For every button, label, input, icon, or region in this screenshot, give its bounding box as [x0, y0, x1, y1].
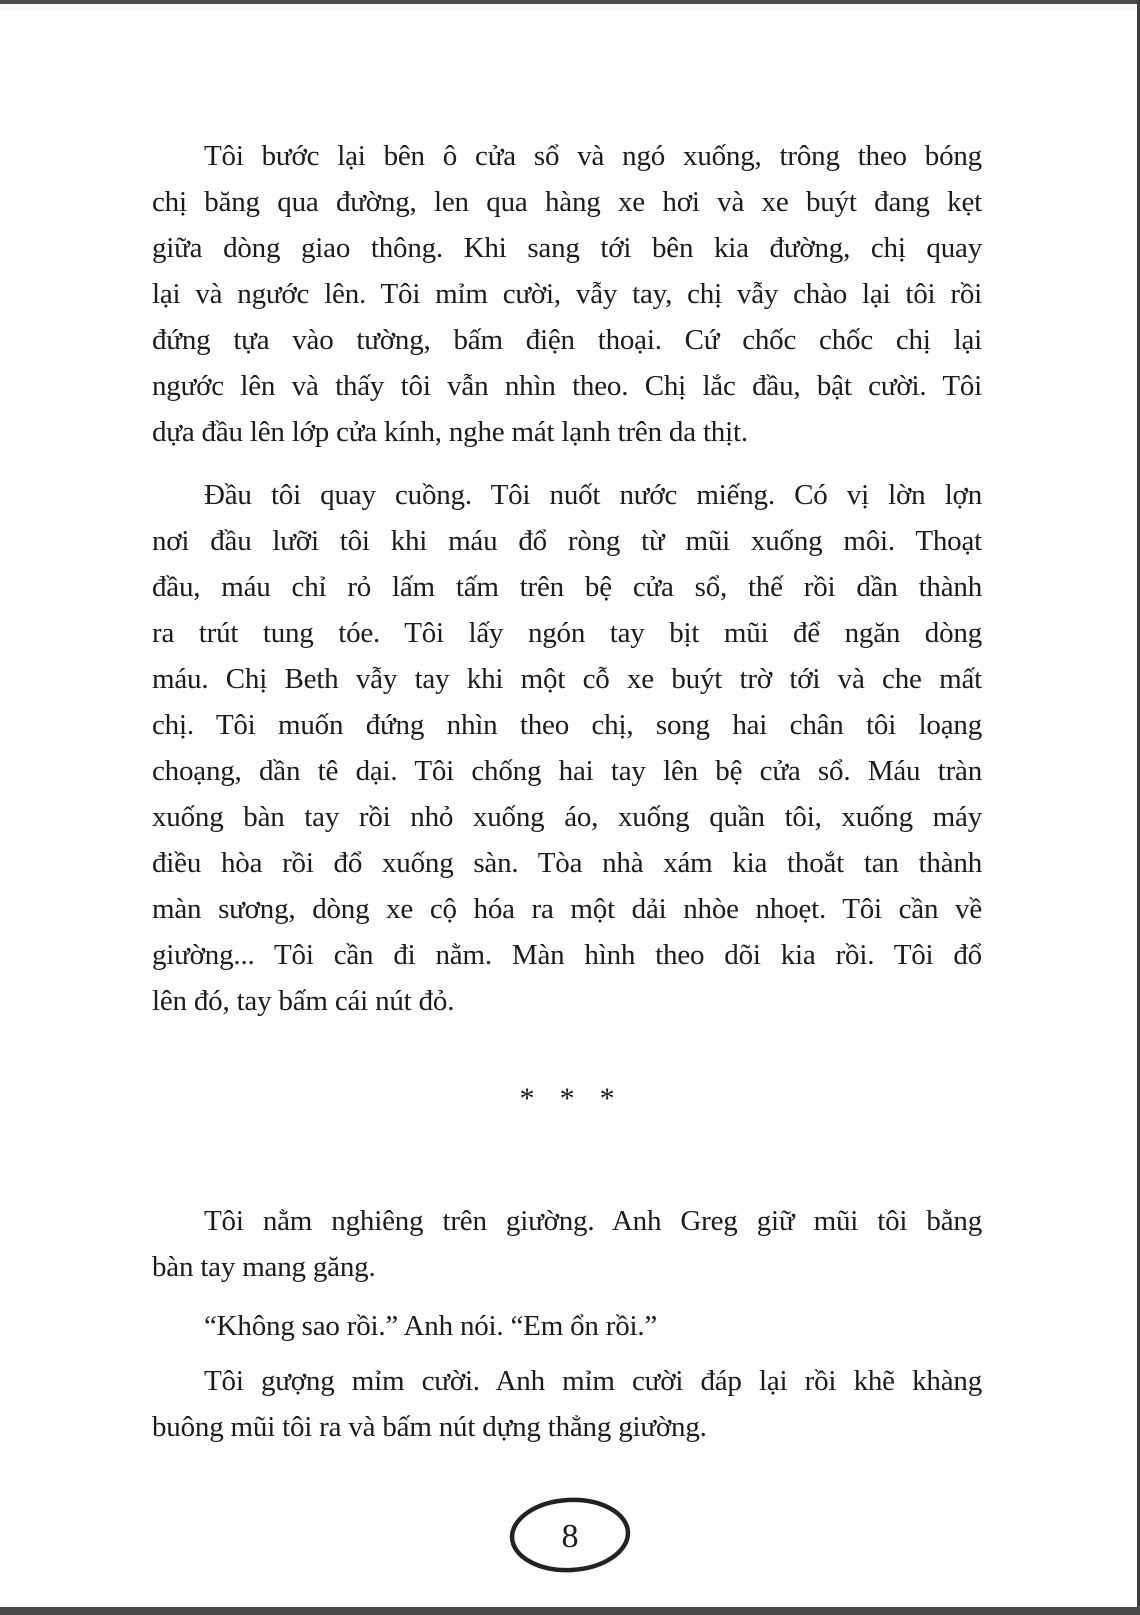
text-line: bàn tay mang găng.: [152, 1251, 376, 1283]
page-number-badge: [506, 1494, 634, 1576]
text-line: đứng tựa vào tường, bấm điện thoại. Cứ chốc chốc chị lại: [152, 324, 982, 356]
text-line: nơi đầu lưỡi tôi khi máu đổ ròng từ mũi xuống môi. Thoạt: [152, 525, 982, 557]
text-line: lên đó, tay bấm cái nút đỏ.: [152, 985, 455, 1017]
text-line: “Không sao rồi.” Anh nói. “Em ổn rồi.”: [204, 1310, 658, 1342]
page-number: 8: [561, 1518, 579, 1555]
text-line: điều hòa rồi đổ xuống sàn. Tòa nhà xám kia thoắt tan thành: [152, 847, 982, 879]
text-line: Tôi nằm nghiêng trên giường. Anh Greg giữ mũi tôi bằng: [204, 1205, 982, 1237]
text-line: chị. Tôi muốn đứng nhìn theo chị, song hai chân tôi loạng: [152, 709, 982, 741]
text-line: choạng, dần tê dại. Tôi chống hai tay lên bệ cửa sổ. Máu tràn: [152, 755, 982, 787]
section-separator: * * *: [519, 1082, 615, 1115]
text-line: đầu, máu chỉ rỏ lấm tấm trên bệ cửa sổ, thế rồi dần thành: [152, 571, 982, 603]
paragraph: [152, 1303, 982, 1349]
paragraph: [152, 1198, 982, 1290]
paragraph: [152, 472, 982, 1024]
text-line: xuống bàn tay rồi nhỏ xuống áo, xuống quần tôi, xuống máy: [152, 801, 982, 833]
text-line: giường... Tôi cần đi nằm. Màn hình theo dõi kia rồi. Tôi đổ: [152, 939, 982, 971]
text-line: Đầu tôi quay cuồng. Tôi nuốt nước miếng. Có vị lờn lợn: [204, 479, 982, 511]
text-line: chị băng qua đường, len qua hàng xe hơi và xe buýt đang kẹt: [152, 186, 982, 218]
page-text: [152, 133, 982, 1450]
text-line: Tôi gượng mỉm cười. Anh mỉm cười đáp lại rồi khẽ khàng: [204, 1365, 982, 1397]
paragraph: [152, 133, 982, 455]
text-line: giữa dòng giao thông. Khi sang tới bên kia đường, chị quay: [152, 232, 982, 264]
text-line: ngước lên và thấy tôi vẫn nhìn theo. Chị lắc đầu, bật cười. Tôi: [152, 370, 982, 402]
text-line: buông mũi tôi ra và bấm nút dựng thẳng giường.: [152, 1411, 707, 1443]
text-line: máu. Chị Beth vẫy tay khi một cỗ xe buýt trờ tới và che mất: [152, 663, 982, 695]
text-line: lại và ngước lên. Tôi mỉm cười, vẫy tay, chị vẫy chào lại tôi rồi: [152, 278, 982, 310]
text-line: ra trút tung tóe. Tôi lấy ngón tay bịt mũi để ngăn dòng: [152, 617, 982, 649]
text-line: màn sương, dòng xe cộ hóa ra một dải nhòe nhoẹt. Tôi cần về: [152, 893, 982, 925]
bottom-border: [0, 1607, 1140, 1615]
text-line: dựa đầu lên lớp cửa kính, nghe mát lạnh trên da thịt.: [152, 416, 748, 448]
top-border-shade: [0, 4, 1140, 10]
text-line: Tôi bước lại bên ô cửa sổ và ngó xuống, trông theo bóng: [204, 140, 982, 172]
paragraph: [152, 1358, 982, 1450]
